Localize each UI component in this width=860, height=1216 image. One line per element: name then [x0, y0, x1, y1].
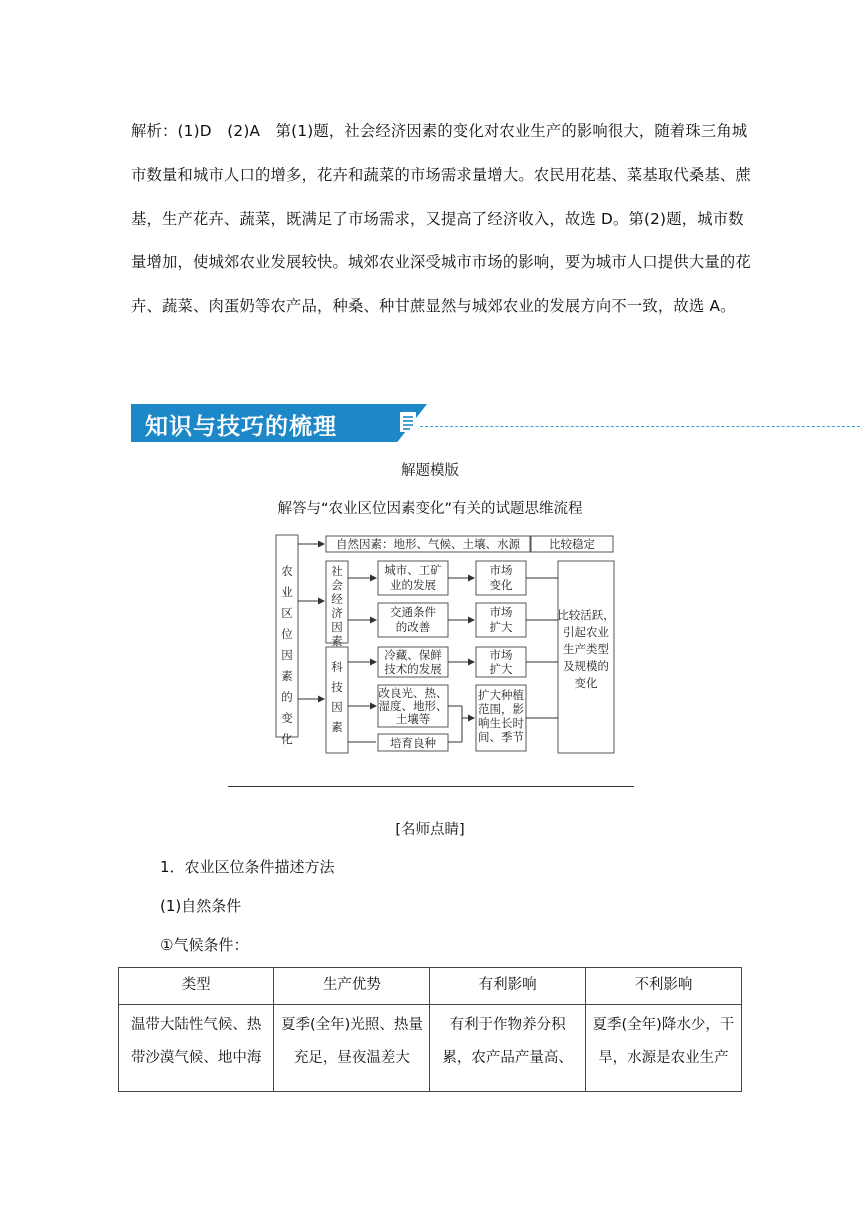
analysis-line: 卉、蔬菜、肉蛋奶等农产品，种桑、种甘蔗显然与城郊农业的发展方向不一致，故选 A。 [131, 297, 736, 316]
flow-cold-storage: 冷藏、保鲜技术的发展 [384, 648, 442, 676]
tips-item-1: 1．农业区位条件描述方法 [160, 858, 335, 876]
answer-line [228, 786, 634, 787]
table-header: 类型 [119, 968, 274, 1005]
analysis-line: 市数量和城市人口的增多，花卉和蔬菜的市场需求量增大。农民用花基、菜基取代桑基、蔗 [131, 165, 751, 184]
section-title: 知识与技巧的梳理 [145, 414, 337, 440]
flow-market-expand: 市场扩大 [489, 605, 513, 634]
analysis-line: 解析：(1)D (2)A 第(1)题，社会经济因素的变化对农业生产的影响很大，随着珠三角城 [131, 122, 748, 140]
flow-tech [331, 660, 343, 734]
tips-sub-climate: ①气候条件： [160, 936, 249, 954]
document-icon [399, 411, 417, 433]
flow-root [281, 564, 293, 746]
table-header: 有利影响 [430, 968, 585, 1005]
analysis-line: 基，生产花卉、蔬菜，既满足了市场需求，又提高了经济收入，故选 D。第(2)题，城市数 [131, 209, 744, 228]
section-divider [420, 426, 860, 427]
flow-stable: 比较稳定 [549, 537, 595, 551]
flow-city-dev: 城市、工矿业的发展 [384, 563, 442, 592]
analysis-line: 量增加，使城郊农业发展较快。城郊农业深受城市市场的影响，要为城市人口提供大量的花 [131, 253, 751, 272]
flow-social [331, 564, 343, 648]
flow-market-expand: 市场扩大 [489, 648, 513, 676]
flow-market-change: 市场变化 [489, 563, 513, 592]
flow-tech-label: 科技因素 [331, 660, 343, 734]
flow-improve: 改良光、热、湿度、地形、土壤等 [378, 686, 448, 726]
table-header-row [119, 968, 742, 1005]
table-cell: 夏季(全年)降水少，干 旱，水源是农业生产 [585, 1005, 741, 1092]
analysis-paragraph [131, 110, 751, 329]
flow-breed: 培育良种 [390, 736, 436, 750]
template-title: 解答与“农业区位因素变化”有关的试题思维流程 [277, 501, 583, 517]
flow-root-label: 农业区位因素的变化 [281, 564, 293, 746]
table-cell: 有利于作物养分积 累，农产品产量高、 [430, 1005, 585, 1092]
table-header: 生产优势 [274, 968, 430, 1005]
template-label: 解题模版 [401, 463, 459, 479]
table-header: 不利影响 [585, 968, 741, 1005]
table-row [119, 1005, 742, 1092]
table-cell: 温带大陆性气候、热 带沙漠气候、地中海 [119, 1005, 274, 1092]
tips-label: [名师点睛] [395, 822, 465, 838]
flow-natural: 自然因素：地形、气候、土壤、水源 [336, 537, 520, 551]
flow-expand-planting: 扩大种植范围，影响生长时间、季节 [478, 688, 524, 744]
flow-active: 比较活跃，引起农业生产类型及规模的变化 [557, 608, 615, 690]
climate-table [118, 967, 742, 1092]
flowchart [274, 531, 620, 759]
flow-transport: 交通条件的改善 [390, 605, 436, 634]
table-cell: 夏季(全年)光照、热量 充足，昼夜温差大 [274, 1005, 430, 1092]
tips-sub-natural: (1)自然条件 [160, 897, 242, 915]
flow-social-label: 社会经济因素 [331, 564, 343, 648]
